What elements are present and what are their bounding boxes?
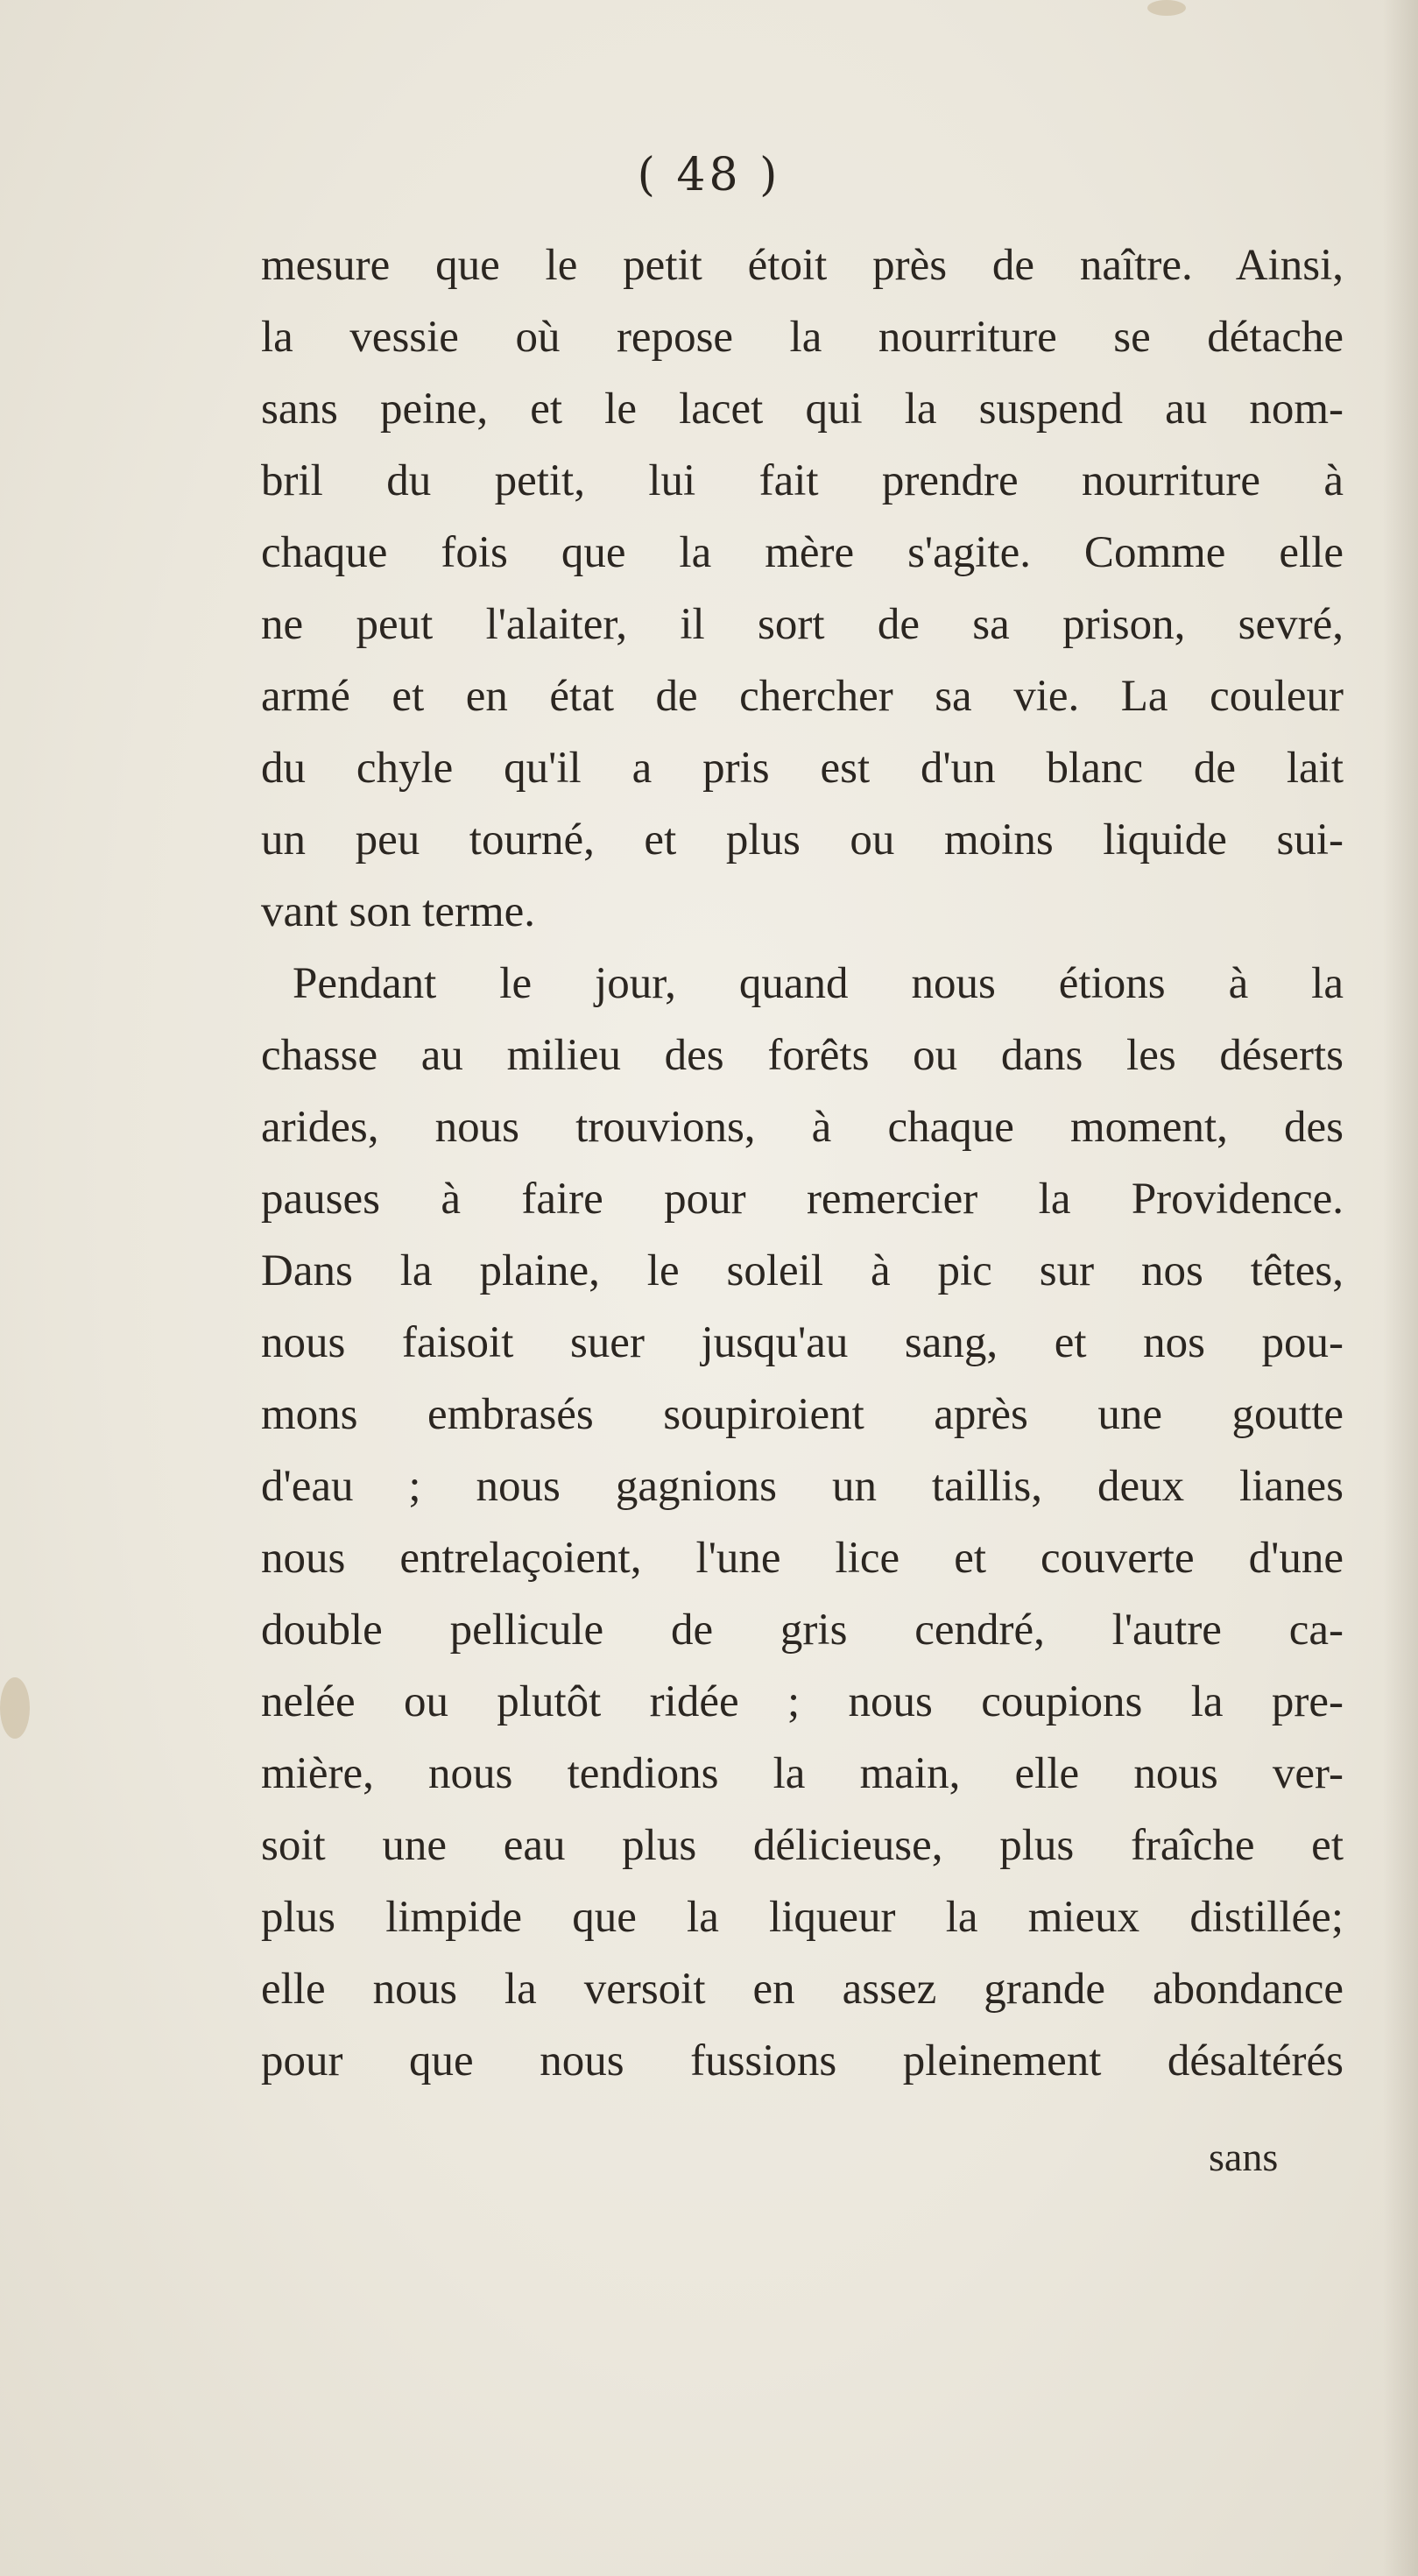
foxing-stain <box>1147 0 1186 16</box>
text-line: du chyle qu'il a pris est d'un blanc de lait <box>261 744 1344 793</box>
text-line: nelée ou plutôt ridée ; nous coupions la pre- <box>261 1677 1344 1726</box>
text-line: elle nous la versoit en assez grande abondance <box>261 1965 1344 2014</box>
text-line: chaque fois que la mère s'agite. Comme elle <box>261 528 1344 577</box>
text-line: soit une eau plus délicieuse, plus fraîche et <box>261 1821 1344 1870</box>
page-edge-shadow <box>1383 0 1418 2576</box>
text-line: d'eau ; nous gagnions un taillis, deux lianes <box>261 1462 1344 1511</box>
text-line: la vessie où repose la nourriture se détache <box>261 313 1344 362</box>
text-line: nous entrelaçoient, l'une lice et couverte d'une <box>261 1534 1344 1583</box>
text-line: bril du petit, lui fait prendre nourriture à <box>261 456 1344 505</box>
text-line: vant son terme. <box>261 887 535 936</box>
text-line: mesure que le petit étoit près de naître. Ainsi, <box>261 241 1344 290</box>
text-line: ne peut l'alaiter, il sort de sa prison, sevré, <box>261 600 1344 649</box>
paragraph-start-line: Pendant le jour, quand nous étions à la <box>293 959 1344 1008</box>
text-body <box>261 229 1344 2097</box>
text-line: chasse au milieu des forêts ou dans les déserts <box>261 1031 1344 1080</box>
text-line: double pellicule de gris cendré, l'autre ca- <box>261 1606 1344 1655</box>
catchword: sans <box>1209 2135 1279 2179</box>
text-line: mière, nous tendions la main, elle nous ver- <box>261 1749 1344 1798</box>
text-line: plus limpide que la liqueur la mieux distillée; <box>261 1893 1344 1942</box>
text-line: sans peine, et le lacet qui la suspend au nom- <box>261 385 1344 434</box>
text-line: armé et en état de chercher sa vie. La couleur <box>261 672 1344 721</box>
text-line: pauses à faire pour remercier la Providence. <box>261 1175 1344 1224</box>
text-line: pour que nous fussions pleinement désaltérés <box>261 2036 1344 2086</box>
foxing-stain <box>0 1677 30 1739</box>
page-number: ( 48 ) <box>637 149 781 201</box>
text-line: mons embrasés soupiroient après une goutte <box>261 1390 1344 1439</box>
text-line: un peu tourné, et plus ou moins liquide sui- <box>261 815 1344 865</box>
text-line: nous faisoit suer jusqu'au sang, et nos pou- <box>261 1318 1344 1367</box>
text-line: arides, nous trouvions, à chaque moment, des <box>261 1103 1344 1152</box>
text-line: Dans la plaine, le soleil à pic sur nos têtes, <box>261 1246 1344 1295</box>
